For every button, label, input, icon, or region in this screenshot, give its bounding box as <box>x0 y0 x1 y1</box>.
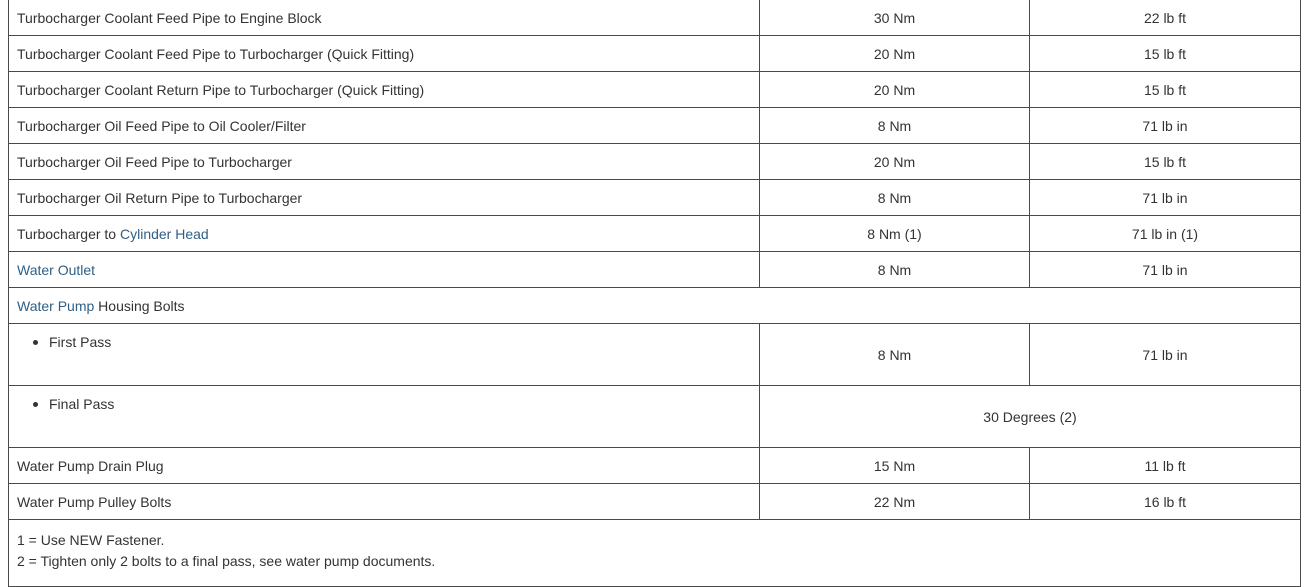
water-pump-link[interactable]: Water Pump <box>17 297 95 314</box>
metric-value: 30 Nm <box>760 0 1030 36</box>
english-value: 16 lb ft <box>1030 484 1301 520</box>
footnote-1: 1 = Use NEW Fastener. <box>17 532 165 548</box>
label-text: Final Pass <box>49 396 115 412</box>
english-value: 71 lb in <box>1030 180 1301 216</box>
table-row <box>9 484 1301 520</box>
english-value: 71 lb in <box>1030 324 1301 386</box>
metric-value: 8 Nm (1) <box>760 216 1030 252</box>
metric-value: 8 Nm <box>760 108 1030 144</box>
table-row <box>9 216 1301 252</box>
cylinder-head-link[interactable]: Cylinder Head <box>119 225 209 242</box>
table-row <box>9 448 1301 484</box>
table-row <box>9 108 1301 144</box>
table-row <box>9 0 1301 36</box>
metric-value: 8 Nm <box>760 324 1030 386</box>
bullet-icon <box>33 340 38 345</box>
english-value: 15 lb ft <box>1030 144 1301 180</box>
metric-value: 20 Nm <box>760 144 1030 180</box>
metric-value: 22 Nm <box>760 484 1030 520</box>
fastener-label <box>9 288 1301 324</box>
bullet-icon <box>33 402 38 407</box>
english-value: 11 lb ft <box>1030 448 1301 484</box>
table-row <box>9 252 1301 288</box>
fastener-label: Turbocharger Coolant Return Pipe to Turbocharger (Quick Fitting) <box>9 72 760 108</box>
english-value: 15 lb ft <box>1030 72 1301 108</box>
sub-step-label <box>9 386 760 448</box>
metric-value: 15 Nm <box>760 448 1030 484</box>
english-value: 22 lb ft <box>1030 0 1301 36</box>
label-text: Housing Bolts <box>94 297 185 314</box>
english-value: 15 lb ft <box>1030 36 1301 72</box>
table-row <box>9 72 1301 108</box>
fastener-label: Water Pump Pulley Bolts <box>9 484 760 520</box>
metric-value: 20 Nm <box>760 72 1030 108</box>
english-value: 71 lb in <box>1030 252 1301 288</box>
footnote-2: 2 = Tighten only 2 bolts to a final pass, see water pump documents. <box>17 553 436 569</box>
fastener-label: Turbocharger Oil Feed Pipe to Oil Cooler/Filter <box>9 108 760 144</box>
fastener-label: Turbocharger Oil Feed Pipe to Turbocharger <box>9 144 760 180</box>
fastener-label: Turbocharger Coolant Feed Pipe to Engine Block <box>9 0 760 36</box>
label-text: Turbocharger to <box>17 225 120 242</box>
fastener-label: Turbocharger Oil Return Pipe to Turbocharger <box>9 180 760 216</box>
notes-row <box>9 520 1301 587</box>
fastener-label: Turbocharger Coolant Feed Pipe to Turbocharger (Quick Fitting) <box>9 36 760 72</box>
table-row <box>9 386 1301 448</box>
combined-value: 30 Degrees (2) <box>760 386 1301 448</box>
fastener-label <box>9 216 760 252</box>
table-row <box>9 36 1301 72</box>
metric-value: 8 Nm <box>760 252 1030 288</box>
sub-step-label <box>9 324 760 386</box>
footnotes <box>9 520 1301 587</box>
water-outlet-link[interactable]: Water Outlet <box>17 261 96 278</box>
label-text: First Pass <box>49 334 112 350</box>
english-value: 71 lb in <box>1030 108 1301 144</box>
fastener-label <box>9 252 760 288</box>
table-row <box>9 324 1301 386</box>
fastener-label: Water Pump Drain Plug <box>9 448 760 484</box>
metric-value: 8 Nm <box>760 180 1030 216</box>
table-row <box>9 144 1301 180</box>
metric-value: 20 Nm <box>760 36 1030 72</box>
table-row <box>9 180 1301 216</box>
english-value: 71 lb in (1) <box>1030 216 1301 252</box>
table-row <box>9 288 1301 324</box>
torque-spec-table <box>8 0 1301 587</box>
